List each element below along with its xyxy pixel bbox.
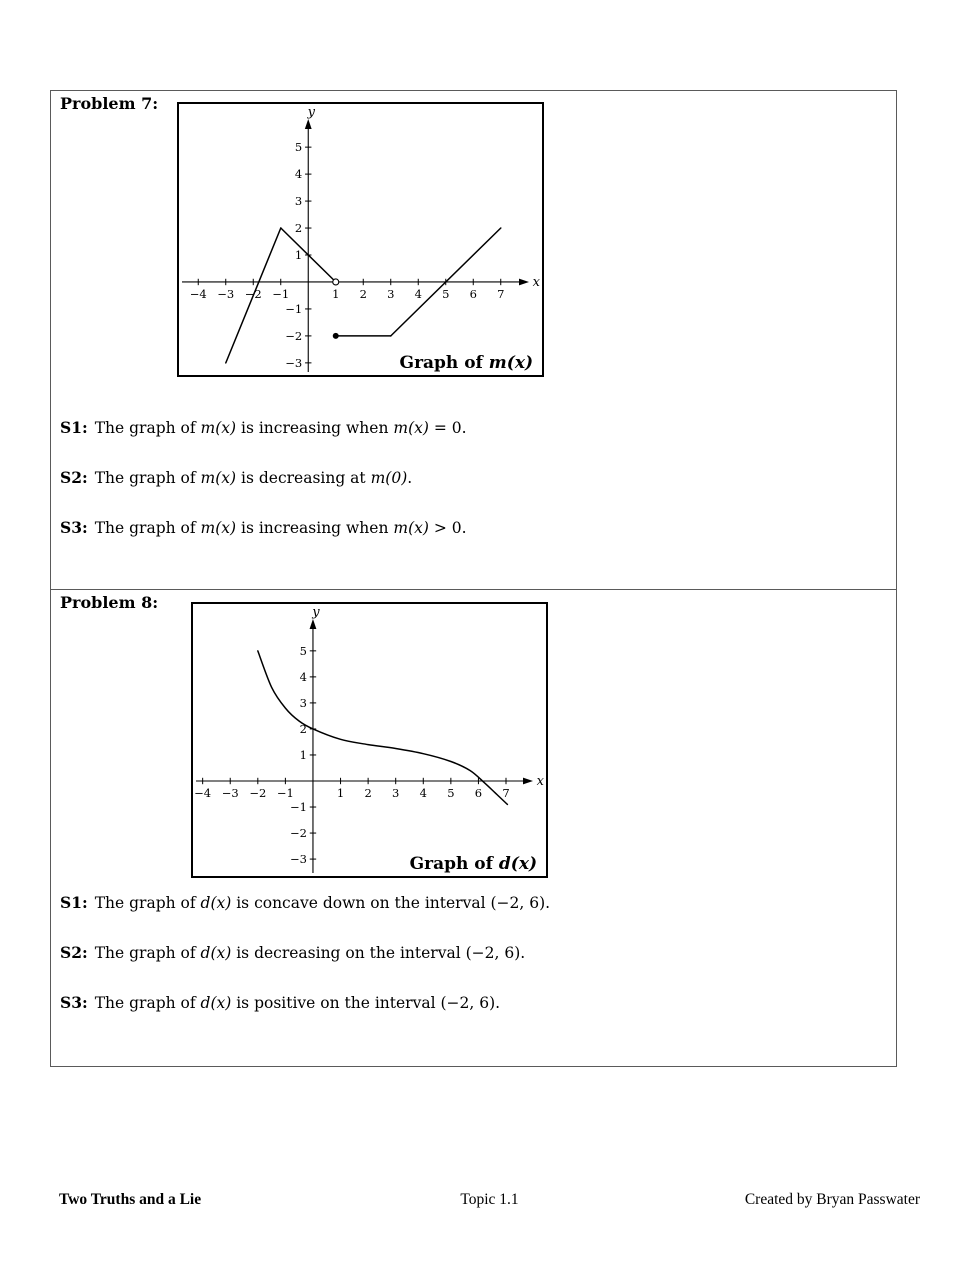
problem-7-box <box>50 90 897 590</box>
statement-tag: S1: <box>60 893 88 912</box>
svg-text:−2: −2 <box>244 286 262 301</box>
svg-text:1: 1 <box>294 248 303 263</box>
svg-text:−3: −3 <box>217 286 235 301</box>
graph-m-plot <box>179 104 542 375</box>
problem-8-label: Problem 8: <box>60 593 159 612</box>
svg-text:−2: −2 <box>285 328 303 343</box>
footer-credit: Created by Bryan Passwater <box>744 1191 920 1208</box>
statement-text: The graph of d(x) is concave down on the interval (−2, 6). <box>94 894 551 912</box>
svg-text:6: 6 <box>469 286 477 301</box>
svg-text:4: 4 <box>299 669 307 684</box>
statement-tag: S1: <box>60 418 88 437</box>
svg-text:2: 2 <box>299 721 307 736</box>
statement-tag: S3: <box>60 518 88 537</box>
svg-text:3: 3 <box>387 286 395 301</box>
svg-text:−1: −1 <box>290 800 307 815</box>
problem-7-statement-s2 <box>60 468 412 487</box>
svg-text:x: x <box>532 274 540 290</box>
statement-text: The graph of d(x) is positive on the interval (−2, 6). <box>94 994 501 1012</box>
svg-text:−1: −1 <box>272 286 290 301</box>
statement-tag: S3: <box>60 993 88 1012</box>
svg-text:4: 4 <box>419 785 427 800</box>
svg-text:3: 3 <box>294 194 303 209</box>
graph-d-plot <box>193 604 546 876</box>
svg-text:−2: −2 <box>290 826 307 841</box>
svg-text:3: 3 <box>392 785 400 800</box>
svg-text:1: 1 <box>336 785 345 800</box>
svg-text:−3: −3 <box>285 355 303 370</box>
problem-8-statement-s1 <box>60 893 550 912</box>
svg-text:5: 5 <box>299 643 307 658</box>
graph-d-frame <box>191 602 548 878</box>
svg-text:1: 1 <box>332 286 340 301</box>
svg-text:−3: −3 <box>290 852 307 867</box>
svg-text:−1: −1 <box>276 785 294 800</box>
statement-tag: S2: <box>60 468 88 487</box>
problem-7-statement-s1 <box>60 418 467 437</box>
svg-text:7: 7 <box>497 286 505 301</box>
svg-text:4: 4 <box>414 286 422 301</box>
graph-m-title: Graph of m(x) <box>399 353 533 373</box>
svg-text:−1: −1 <box>285 301 303 316</box>
statement-text: The graph of d(x) is decreasing on the interval (−2, 6). <box>94 944 526 962</box>
statement-text: The graph of m(x) is increasing when m(x) > 0. <box>94 519 467 537</box>
statement-text: The graph of m(x) is decreasing at m(0). <box>94 469 413 487</box>
footer-topic: Topic 1.1 <box>460 1191 519 1208</box>
page-footer <box>0 1191 979 1213</box>
svg-text:y: y <box>312 605 320 620</box>
svg-text:5: 5 <box>294 140 303 155</box>
svg-text:6: 6 <box>474 785 483 800</box>
graph-m-frame <box>177 102 544 377</box>
statement-tag: S2: <box>60 943 88 962</box>
svg-text:5: 5 <box>442 286 450 301</box>
svg-text:4: 4 <box>294 167 303 182</box>
svg-text:2: 2 <box>359 286 367 301</box>
statement-text: The graph of m(x) is increasing when m(x) = 0. <box>94 419 467 437</box>
svg-text:−4: −4 <box>194 785 212 800</box>
svg-text:−2: −2 <box>249 785 267 800</box>
svg-text:5: 5 <box>447 785 455 800</box>
svg-text:2: 2 <box>364 785 372 800</box>
problem-8-statement-s2 <box>60 943 525 962</box>
svg-text:2: 2 <box>294 221 303 236</box>
problem-7-statement-s3 <box>60 518 467 537</box>
svg-text:y: y <box>307 105 315 120</box>
svg-text:3: 3 <box>299 695 307 710</box>
problem-8-statement-s3 <box>60 993 500 1012</box>
svg-text:−3: −3 <box>221 785 239 800</box>
graph-d-title: Graph of d(x) <box>409 854 537 874</box>
svg-text:x: x <box>536 773 544 789</box>
svg-text:1: 1 <box>299 747 307 762</box>
svg-text:−4: −4 <box>189 286 207 301</box>
problem-7-label: Problem 7: <box>60 94 159 113</box>
problem-8-box <box>50 589 897 1067</box>
footer-title: Two Truths and a Lie <box>59 1191 202 1208</box>
svg-text:7: 7 <box>502 785 510 800</box>
